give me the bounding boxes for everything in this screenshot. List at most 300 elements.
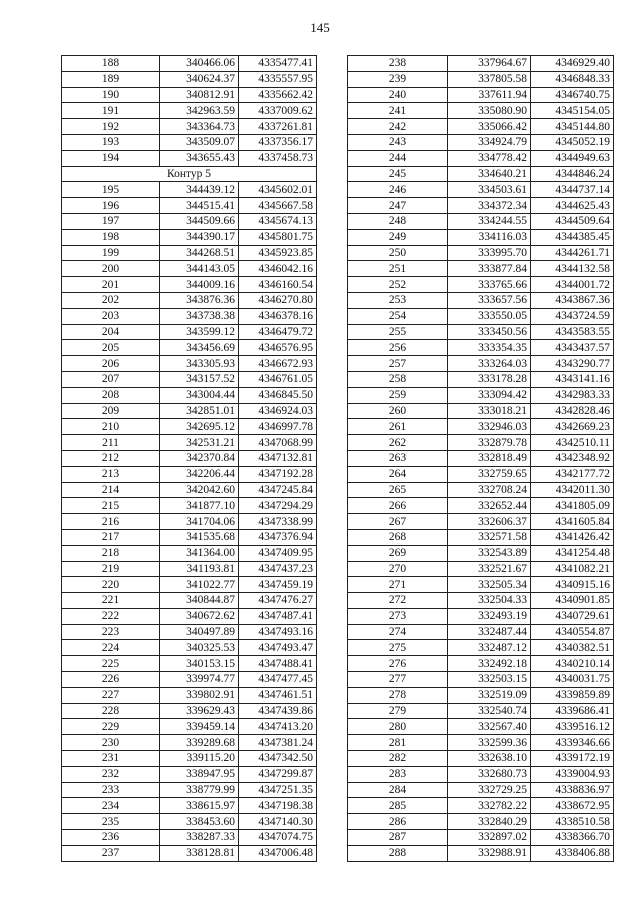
- x-coordinate-cell: 332606.37: [448, 514, 531, 530]
- point-number-cell: 219: [62, 561, 160, 577]
- y-coordinate-cell: 4346997.78: [239, 419, 317, 435]
- point-number-cell: 216: [62, 514, 160, 530]
- table-row: [348, 687, 614, 703]
- y-coordinate-cell: 4343290.77: [531, 356, 614, 372]
- x-coordinate-cell: 342206.44: [160, 466, 239, 482]
- point-number-cell: 276: [348, 656, 448, 672]
- x-coordinate-cell: 332487.44: [448, 624, 531, 640]
- point-number-cell: 204: [62, 324, 160, 340]
- point-number-cell: 223: [62, 624, 160, 640]
- table-row: [348, 656, 614, 672]
- x-coordinate-cell: 332503.15: [448, 672, 531, 688]
- point-number-cell: 218: [62, 545, 160, 561]
- point-number-cell: 237: [62, 845, 160, 861]
- table-row: [62, 403, 317, 419]
- y-coordinate-cell: 4347409.95: [239, 545, 317, 561]
- x-coordinate-cell: 343738.38: [160, 308, 239, 324]
- y-coordinate-cell: 4342348.92: [531, 450, 614, 466]
- table-row: [348, 450, 614, 466]
- y-coordinate-cell: 4343867.36: [531, 292, 614, 308]
- point-number-cell: 250: [348, 245, 448, 261]
- y-coordinate-cell: 4347476.27: [239, 593, 317, 609]
- point-number-cell: 259: [348, 387, 448, 403]
- point-number-cell: 240: [348, 87, 448, 103]
- point-number-cell: 271: [348, 577, 448, 593]
- table-row: [62, 292, 317, 308]
- y-coordinate-cell: 4346848.33: [531, 71, 614, 87]
- x-coordinate-cell: 332519.09: [448, 687, 531, 703]
- y-coordinate-cell: 4345052.19: [531, 134, 614, 150]
- y-coordinate-cell: 4347437.23: [239, 561, 317, 577]
- y-coordinate-cell: 4340382.51: [531, 640, 614, 656]
- y-coordinate-cell: 4343724.59: [531, 308, 614, 324]
- x-coordinate-cell: 332571.58: [448, 529, 531, 545]
- table-row: [348, 134, 614, 150]
- x-coordinate-cell: 333995.70: [448, 245, 531, 261]
- table-row: [348, 719, 614, 735]
- point-number-cell: 206: [62, 356, 160, 372]
- x-coordinate-cell: 340624.37: [160, 71, 239, 87]
- y-coordinate-cell: 4335477.41: [239, 56, 317, 72]
- y-coordinate-cell: 4337009.62: [239, 103, 317, 119]
- table-row: [62, 324, 317, 340]
- y-coordinate-cell: 4347487.41: [239, 608, 317, 624]
- table-row: [62, 134, 317, 150]
- y-coordinate-cell: 4347477.45: [239, 672, 317, 688]
- point-number-cell: 285: [348, 798, 448, 814]
- table-row: [62, 593, 317, 609]
- table-row: [62, 782, 317, 798]
- table-row: [348, 150, 614, 166]
- point-number-cell: 284: [348, 782, 448, 798]
- y-coordinate-cell: 4341805.09: [531, 498, 614, 514]
- y-coordinate-cell: 4344385.45: [531, 229, 614, 245]
- y-coordinate-cell: 4340554.87: [531, 624, 614, 640]
- table-row: [62, 766, 317, 782]
- point-number-cell: 241: [348, 103, 448, 119]
- point-number-cell: 210: [62, 419, 160, 435]
- point-number-cell: 205: [62, 340, 160, 356]
- x-coordinate-cell: 340325.53: [160, 640, 239, 656]
- x-coordinate-cell: 338947.95: [160, 766, 239, 782]
- point-number-cell: 287: [348, 830, 448, 846]
- table-row: [348, 277, 614, 293]
- x-coordinate-cell: 343509.07: [160, 134, 239, 150]
- table-row: [62, 371, 317, 387]
- y-coordinate-cell: 4344737.14: [531, 182, 614, 198]
- x-coordinate-cell: 344143.05: [160, 261, 239, 277]
- x-coordinate-cell: 333657.56: [448, 292, 531, 308]
- x-coordinate-cell: 343655.43: [160, 150, 239, 166]
- y-coordinate-cell: 4347299.87: [239, 766, 317, 782]
- section-header-row: [62, 166, 317, 182]
- table-row: [62, 340, 317, 356]
- point-number-cell: 222: [62, 608, 160, 624]
- table-row: [62, 182, 317, 198]
- table-row: [62, 119, 317, 135]
- table-row: [62, 56, 317, 72]
- x-coordinate-cell: 344515.41: [160, 198, 239, 214]
- x-coordinate-cell: 332521.67: [448, 561, 531, 577]
- y-coordinate-cell: 4342828.46: [531, 403, 614, 419]
- table-row: [348, 261, 614, 277]
- point-number-cell: 270: [348, 561, 448, 577]
- x-coordinate-cell: 341877.10: [160, 498, 239, 514]
- point-number-cell: 193: [62, 134, 160, 150]
- table-row: [62, 308, 317, 324]
- x-coordinate-cell: 341704.06: [160, 514, 239, 530]
- table-row: [348, 545, 614, 561]
- y-coordinate-cell: 4345923.85: [239, 245, 317, 261]
- y-coordinate-cell: 4338672.95: [531, 798, 614, 814]
- table-row: [348, 419, 614, 435]
- table-row: [62, 798, 317, 814]
- y-coordinate-cell: 4341605.84: [531, 514, 614, 530]
- x-coordinate-cell: 333450.56: [448, 324, 531, 340]
- y-coordinate-cell: 4347140.30: [239, 814, 317, 830]
- y-coordinate-cell: 4339172.19: [531, 751, 614, 767]
- table-row: [348, 387, 614, 403]
- table-row: [348, 87, 614, 103]
- point-number-cell: 266: [348, 498, 448, 514]
- y-coordinate-cell: 4347459.19: [239, 577, 317, 593]
- point-number-cell: 238: [348, 56, 448, 72]
- y-coordinate-cell: 4347294.29: [239, 498, 317, 514]
- x-coordinate-cell: 344439.12: [160, 182, 239, 198]
- table-row: [348, 845, 614, 861]
- x-coordinate-cell: 340844.87: [160, 593, 239, 609]
- point-number-cell: 281: [348, 735, 448, 751]
- table-row: [62, 514, 317, 530]
- point-number-cell: 207: [62, 371, 160, 387]
- table-row: [348, 672, 614, 688]
- x-coordinate-cell: 333877.84: [448, 261, 531, 277]
- x-coordinate-cell: 339629.43: [160, 703, 239, 719]
- table-row: [348, 640, 614, 656]
- x-coordinate-cell: 338128.81: [160, 845, 239, 861]
- point-number-cell: 278: [348, 687, 448, 703]
- y-coordinate-cell: 4344625.43: [531, 198, 614, 214]
- y-coordinate-cell: 4338366.70: [531, 830, 614, 846]
- x-coordinate-cell: 332946.03: [448, 419, 531, 435]
- point-number-cell: 246: [348, 182, 448, 198]
- point-number-cell: 225: [62, 656, 160, 672]
- y-coordinate-cell: 4346270.80: [239, 292, 317, 308]
- y-coordinate-cell: 4346740.75: [531, 87, 614, 103]
- table-row: [348, 577, 614, 593]
- y-coordinate-cell: 4347338.99: [239, 514, 317, 530]
- table-row: [62, 87, 317, 103]
- y-coordinate-cell: 4342011.30: [531, 482, 614, 498]
- point-number-cell: 232: [62, 766, 160, 782]
- table-row: [348, 308, 614, 324]
- y-coordinate-cell: 4347192.28: [239, 466, 317, 482]
- table-row: [348, 340, 614, 356]
- x-coordinate-cell: 334924.79: [448, 134, 531, 150]
- x-coordinate-cell: 333765.66: [448, 277, 531, 293]
- point-number-cell: 235: [62, 814, 160, 830]
- y-coordinate-cell: 4339859.89: [531, 687, 614, 703]
- y-coordinate-cell: 4346845.50: [239, 387, 317, 403]
- table-row: [62, 277, 317, 293]
- x-coordinate-cell: 332540.74: [448, 703, 531, 719]
- section-title: Контур 5: [62, 166, 317, 182]
- y-coordinate-cell: 4345801.75: [239, 229, 317, 245]
- point-number-cell: 248: [348, 213, 448, 229]
- table-row: [348, 482, 614, 498]
- point-number-cell: 288: [348, 845, 448, 861]
- table-row: [62, 450, 317, 466]
- point-number-cell: 267: [348, 514, 448, 530]
- y-coordinate-cell: 4339516.12: [531, 719, 614, 735]
- x-coordinate-cell: 338779.99: [160, 782, 239, 798]
- table-row: [348, 103, 614, 119]
- point-number-cell: 196: [62, 198, 160, 214]
- point-number-cell: 257: [348, 356, 448, 372]
- table-row: [62, 672, 317, 688]
- point-number-cell: 245: [348, 166, 448, 182]
- table-row: [348, 71, 614, 87]
- point-number-cell: 263: [348, 450, 448, 466]
- table-row: [348, 766, 614, 782]
- x-coordinate-cell: 335080.90: [448, 103, 531, 119]
- y-coordinate-cell: 4346672.93: [239, 356, 317, 372]
- y-coordinate-cell: 4346378.16: [239, 308, 317, 324]
- y-coordinate-cell: 4346576.95: [239, 340, 317, 356]
- x-coordinate-cell: 344009.16: [160, 277, 239, 293]
- y-coordinate-cell: 4347488.41: [239, 656, 317, 672]
- table-row: [62, 482, 317, 498]
- point-number-cell: 269: [348, 545, 448, 561]
- y-coordinate-cell: 4346761.05: [239, 371, 317, 387]
- point-number-cell: 198: [62, 229, 160, 245]
- point-number-cell: 286: [348, 814, 448, 830]
- x-coordinate-cell: 332729.25: [448, 782, 531, 798]
- x-coordinate-cell: 334372.34: [448, 198, 531, 214]
- y-coordinate-cell: 4340915.16: [531, 577, 614, 593]
- point-number-cell: 228: [62, 703, 160, 719]
- point-number-cell: 260: [348, 403, 448, 419]
- x-coordinate-cell: 332567.40: [448, 719, 531, 735]
- point-number-cell: 236: [62, 830, 160, 846]
- point-number-cell: 268: [348, 529, 448, 545]
- table-row: [62, 466, 317, 482]
- y-coordinate-cell: 4347439.86: [239, 703, 317, 719]
- x-coordinate-cell: 343364.73: [160, 119, 239, 135]
- x-coordinate-cell: 334778.42: [448, 150, 531, 166]
- table-row: [348, 119, 614, 135]
- table-row: [62, 150, 317, 166]
- point-number-cell: 255: [348, 324, 448, 340]
- y-coordinate-cell: 4345602.01: [239, 182, 317, 198]
- table-row: [62, 830, 317, 846]
- table-row: [62, 387, 317, 403]
- table-row: [348, 403, 614, 419]
- table-row: [62, 561, 317, 577]
- x-coordinate-cell: 344268.51: [160, 245, 239, 261]
- point-number-cell: 283: [348, 766, 448, 782]
- x-coordinate-cell: 332543.89: [448, 545, 531, 561]
- x-coordinate-cell: 332818.49: [448, 450, 531, 466]
- point-number-cell: 226: [62, 672, 160, 688]
- x-coordinate-cell: 343004.44: [160, 387, 239, 403]
- table-row: [62, 529, 317, 545]
- table-row: [62, 608, 317, 624]
- point-number-cell: 202: [62, 292, 160, 308]
- point-number-cell: 217: [62, 529, 160, 545]
- x-coordinate-cell: 332487.12: [448, 640, 531, 656]
- table-row: [348, 593, 614, 609]
- y-coordinate-cell: 4337458.73: [239, 150, 317, 166]
- y-coordinate-cell: 4347342.50: [239, 751, 317, 767]
- y-coordinate-cell: 4340210.14: [531, 656, 614, 672]
- y-coordinate-cell: 4342669.23: [531, 419, 614, 435]
- y-coordinate-cell: 4344001.72: [531, 277, 614, 293]
- x-coordinate-cell: 332840.29: [448, 814, 531, 830]
- point-number-cell: 208: [62, 387, 160, 403]
- point-number-cell: 243: [348, 134, 448, 150]
- table-row: [62, 545, 317, 561]
- x-coordinate-cell: 341193.81: [160, 561, 239, 577]
- y-coordinate-cell: 4347461.51: [239, 687, 317, 703]
- table-row: [62, 656, 317, 672]
- y-coordinate-cell: 4344261.71: [531, 245, 614, 261]
- table-row: [62, 814, 317, 830]
- table-row: [62, 229, 317, 245]
- table-row: [62, 261, 317, 277]
- x-coordinate-cell: 342370.84: [160, 450, 239, 466]
- y-coordinate-cell: 4347251.35: [239, 782, 317, 798]
- y-coordinate-cell: 4345667.58: [239, 198, 317, 214]
- y-coordinate-cell: 4340729.61: [531, 608, 614, 624]
- y-coordinate-cell: 4346479.72: [239, 324, 317, 340]
- y-coordinate-cell: 4342510.11: [531, 435, 614, 451]
- x-coordinate-cell: 333550.05: [448, 308, 531, 324]
- table-row: [348, 624, 614, 640]
- x-coordinate-cell: 340497.89: [160, 624, 239, 640]
- point-number-cell: 215: [62, 498, 160, 514]
- table-row: [62, 71, 317, 87]
- y-coordinate-cell: 4347381.24: [239, 735, 317, 751]
- table-row: [348, 198, 614, 214]
- y-coordinate-cell: 4338510.58: [531, 814, 614, 830]
- x-coordinate-cell: 332492.18: [448, 656, 531, 672]
- point-number-cell: 190: [62, 87, 160, 103]
- table-row: [62, 687, 317, 703]
- y-coordinate-cell: 4335557.95: [239, 71, 317, 87]
- point-number-cell: 191: [62, 103, 160, 119]
- x-coordinate-cell: 344509.66: [160, 213, 239, 229]
- point-number-cell: 201: [62, 277, 160, 293]
- y-coordinate-cell: 4347493.47: [239, 640, 317, 656]
- x-coordinate-cell: 340153.15: [160, 656, 239, 672]
- y-coordinate-cell: 4346924.03: [239, 403, 317, 419]
- y-coordinate-cell: 4340901.85: [531, 593, 614, 609]
- x-coordinate-cell: 333354.35: [448, 340, 531, 356]
- table-row: [62, 703, 317, 719]
- table-row: [348, 435, 614, 451]
- point-number-cell: 188: [62, 56, 160, 72]
- table-row: [348, 292, 614, 308]
- table-row: [348, 703, 614, 719]
- point-number-cell: 199: [62, 245, 160, 261]
- point-number-cell: 239: [348, 71, 448, 87]
- y-coordinate-cell: 4341082.21: [531, 561, 614, 577]
- table-row: [62, 435, 317, 451]
- x-coordinate-cell: 334503.61: [448, 182, 531, 198]
- point-number-cell: 234: [62, 798, 160, 814]
- point-number-cell: 214: [62, 482, 160, 498]
- x-coordinate-cell: 340812.91: [160, 87, 239, 103]
- point-number-cell: 244: [348, 150, 448, 166]
- point-number-cell: 230: [62, 735, 160, 751]
- coordinates-table-right: [347, 55, 614, 862]
- table-row: [348, 245, 614, 261]
- point-number-cell: 264: [348, 466, 448, 482]
- point-number-cell: 261: [348, 419, 448, 435]
- x-coordinate-cell: 344390.17: [160, 229, 239, 245]
- table-row: [62, 640, 317, 656]
- coordinates-table-left: [61, 55, 317, 862]
- x-coordinate-cell: 333094.42: [448, 387, 531, 403]
- table-row: [62, 245, 317, 261]
- point-number-cell: 212: [62, 450, 160, 466]
- x-coordinate-cell: 342042.60: [160, 482, 239, 498]
- table-row: [62, 751, 317, 767]
- x-coordinate-cell: 338453.60: [160, 814, 239, 830]
- x-coordinate-cell: 337611.94: [448, 87, 531, 103]
- table-row: [348, 56, 614, 72]
- point-number-cell: 247: [348, 198, 448, 214]
- y-coordinate-cell: 4347413.20: [239, 719, 317, 735]
- x-coordinate-cell: 343456.69: [160, 340, 239, 356]
- x-coordinate-cell: 342531.21: [160, 435, 239, 451]
- x-coordinate-cell: 332493.19: [448, 608, 531, 624]
- point-number-cell: 258: [348, 371, 448, 387]
- x-coordinate-cell: 332680.73: [448, 766, 531, 782]
- point-number-cell: 282: [348, 751, 448, 767]
- point-number-cell: 229: [62, 719, 160, 735]
- point-number-cell: 249: [348, 229, 448, 245]
- point-number-cell: 211: [62, 435, 160, 451]
- point-number-cell: 252: [348, 277, 448, 293]
- table-row: [62, 103, 317, 119]
- table-row: [62, 845, 317, 861]
- y-coordinate-cell: 4344132.58: [531, 261, 614, 277]
- x-coordinate-cell: 332638.10: [448, 751, 531, 767]
- x-coordinate-cell: 339974.77: [160, 672, 239, 688]
- x-coordinate-cell: 332988.91: [448, 845, 531, 861]
- x-coordinate-cell: 343305.93: [160, 356, 239, 372]
- table-row: [348, 356, 614, 372]
- x-coordinate-cell: 334244.55: [448, 213, 531, 229]
- table-row: [348, 814, 614, 830]
- point-number-cell: 275: [348, 640, 448, 656]
- table-row: [348, 324, 614, 340]
- y-coordinate-cell: 4343437.57: [531, 340, 614, 356]
- point-number-cell: 203: [62, 308, 160, 324]
- point-number-cell: 265: [348, 482, 448, 498]
- y-coordinate-cell: 4343141.16: [531, 371, 614, 387]
- table-row: [348, 751, 614, 767]
- y-coordinate-cell: 4344509.64: [531, 213, 614, 229]
- table-row: [348, 798, 614, 814]
- x-coordinate-cell: 342695.12: [160, 419, 239, 435]
- point-number-cell: 197: [62, 213, 160, 229]
- point-number-cell: 227: [62, 687, 160, 703]
- y-coordinate-cell: 4341254.48: [531, 545, 614, 561]
- x-coordinate-cell: 343876.36: [160, 292, 239, 308]
